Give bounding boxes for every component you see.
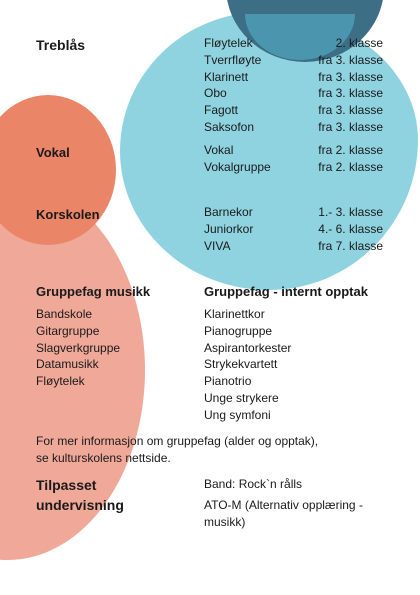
list-item: Pianogruppe: [204, 323, 273, 338]
vokal-level-list: [318, 142, 383, 176]
instrument-name: Saksofon: [204, 119, 255, 134]
choir-name: Barnekor: [204, 205, 253, 219]
treblaas-instrument-list: [204, 35, 261, 136]
vokal-list: [204, 142, 271, 176]
class-level: fra 7. klasse: [318, 238, 383, 253]
list-item: Strykekvartett: [204, 357, 278, 372]
heading-tilpasset-undervisning: [36, 475, 124, 515]
choir-name: VIVA: [204, 238, 231, 253]
list-item: Band: Rock`n rålls: [204, 477, 303, 491]
instrument-name: Fløytelek: [204, 36, 253, 50]
class-level: fra 3. klasse: [318, 52, 383, 67]
list-item: Bandskole: [36, 307, 93, 321]
list-item: Datamusikk: [36, 357, 99, 372]
list-item: Slagverkgruppe: [36, 340, 121, 355]
instrument-name: Fagott: [204, 103, 239, 118]
heading-vokal: Vokal: [36, 145, 70, 160]
info-line: se kulturskolens nettside.: [36, 450, 171, 465]
class-level: fra 3. klasse: [318, 119, 383, 134]
class-level: fra 2. klasse: [318, 143, 383, 157]
instrument-name: Vokal: [204, 143, 234, 157]
info-note: [36, 433, 318, 467]
class-level: 1.- 3. klasse: [318, 205, 383, 219]
list-item: Aspirantorkester: [204, 340, 292, 355]
list-item: Fløytelek: [36, 374, 85, 389]
instrument-name: Vokalgruppe: [204, 159, 271, 174]
class-level: fra 2. klasse: [318, 159, 383, 174]
class-level: fra 3. klasse: [318, 86, 383, 101]
class-level: 4.- 6. klasse: [318, 221, 383, 236]
instrument-name: Obo: [204, 86, 227, 101]
list-item: Ung symfoni: [204, 407, 271, 422]
heading-treblaas: Treblås: [36, 37, 86, 53]
class-level: fra 3. klasse: [318, 103, 383, 118]
instrument-name: Klarinett: [204, 69, 249, 84]
heading-gruppefag-internt-opptak: Gruppefag - internt opptak: [204, 284, 368, 299]
class-level: fra 3. klasse: [318, 69, 383, 84]
korskolen-level-list: [318, 204, 383, 254]
list-item: Pianotrio: [204, 374, 252, 389]
list-item: Klarinettkor: [204, 307, 265, 321]
list-item: Gitargruppe: [36, 323, 100, 338]
list-item: ATO-M (Alternativ opplæring -: [204, 497, 363, 512]
tilpasset-list: [204, 476, 363, 530]
heading-line: undervisning: [36, 497, 124, 513]
gruppefag-internt-list: [204, 306, 291, 424]
heading-gruppefag-musikk: Gruppefag musikk: [36, 284, 151, 299]
list-item: Unge strykere: [204, 390, 279, 405]
info-line: For mer informasjon om gruppefag (alder og opptak),: [36, 434, 319, 448]
gruppefag-musikk-list: [36, 306, 120, 390]
treblaas-level-list: [318, 35, 383, 136]
class-level: 2. klasse: [335, 36, 383, 50]
list-item: musikk): [204, 514, 246, 529]
choir-name: Juniorkor: [204, 221, 254, 236]
korskolen-list: [204, 204, 253, 254]
heading-korskolen: Korskolen: [36, 207, 100, 222]
heading-line: Tilpasset: [36, 477, 97, 493]
instrument-name: Tverrfløyte: [204, 52, 262, 67]
